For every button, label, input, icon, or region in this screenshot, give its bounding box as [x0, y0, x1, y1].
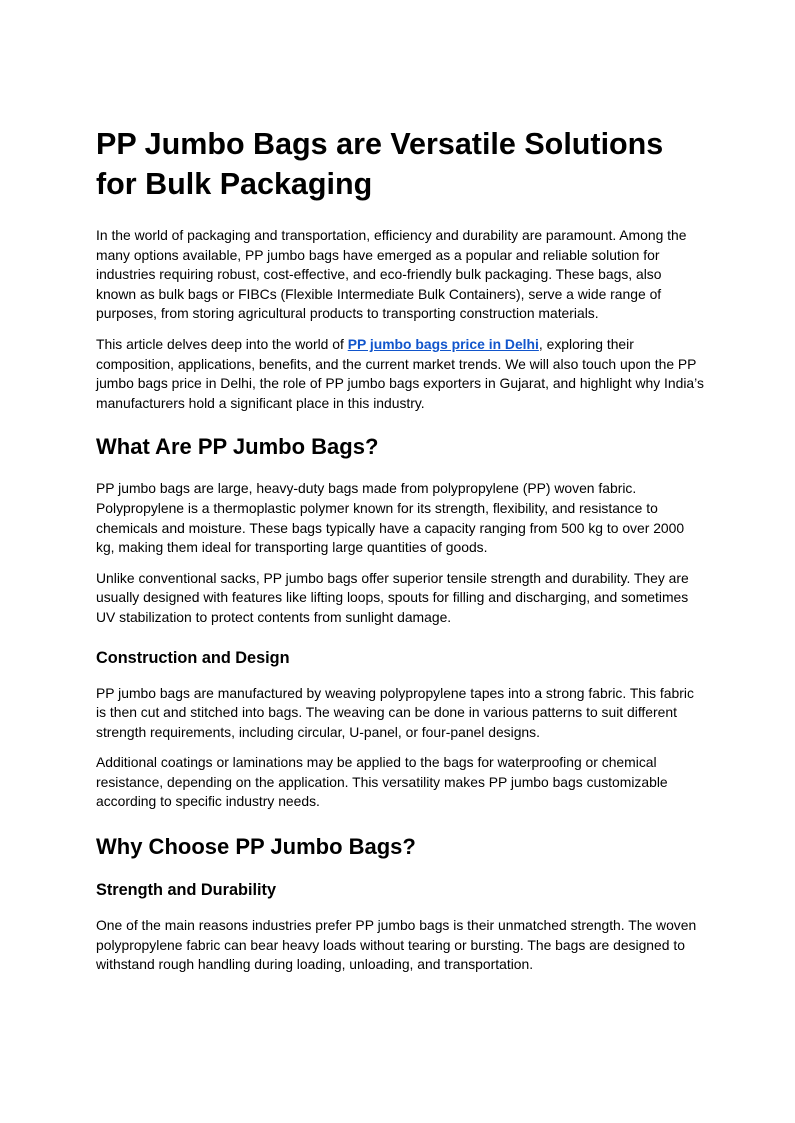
heading-strength-and-durability: Strength and Durability — [96, 881, 277, 900]
heading-why-choose-pp-jumbo-bags: Why Choose PP Jumbo Bags? — [96, 834, 416, 860]
construction-paragraph-1: PP jumbo bags are manufactured by weaving polypropylene tapes into a strong fabric. This fabric is then cut and stitched into bags. The weaving can be done in various patterns to suit different strength requirements, including circular, U-panel, or four-panel designs. — [96, 684, 694, 740]
document-page — [96, 124, 704, 986]
what-paragraph-2: Unlike conventional sacks, PP jumbo bags offer superior tensile strength and durability. They are usually designed with features like lifting loops, spouts for filling and discharging, and sometimes UV stabilization to protect contents from sunlight damage. — [96, 569, 689, 625]
article-overview-paragraph — [96, 335, 704, 413]
paragraph-text-before-link: This article delves deep into the world of — [96, 335, 348, 352]
intro-paragraph: In the world of packaging and transportation, efficiency and durability are paramount. Among the many options available, PP jumbo bags have emerged as a popular and reliable solution for industries requiring robust, cost-effective, and eco-friendly bulk packaging. These bags, also known as bulk bags or FIBCs (Flexible Intermediate Bulk Containers), serve a wide range of purposes, from storing agricultural products to transporting construction materials. — [96, 227, 687, 322]
what-paragraph-1: PP jumbo bags are large, heavy-duty bags made from polypropylene (PP) woven fabric. Polypropylene is a thermoplastic polymer known for its strength, flexibility, and resistance to chemicals and moisture. These bags typically have a capacity ranging from 500 kg to over 2000 kg, making them ideal for transporting large quantities of goods. — [96, 480, 685, 556]
document-title: PP Jumbo Bags are Versatile Solutions for Bulk Packaging — [96, 127, 664, 201]
heading-construction-and-design: Construction and Design — [96, 648, 290, 667]
construction-paragraph-2: Additional coatings or laminations may be applied to the bags for waterproofing or chemical resistance, depending on the application. This versatility makes PP jumbo bags customizable according to specific industry needs. — [96, 754, 668, 810]
paragraph-text-after-link: , exploring their composition, applications, benefits, and the current market trends. We will also touch upon the PP jumbo bags price in Delhi, the role of PP jumbo bags exporters in Gujarat, and highlight why India’s manufacturers hold a significant place in this industry. — [96, 335, 704, 411]
pp-jumbo-bags-price-delhi-link[interactable]: PP jumbo bags price in Delhi — [347, 335, 539, 352]
strength-paragraph-1: One of the main reasons industries prefer PP jumbo bags is their unmatched strength. The woven polypropylene fabric can bear heavy loads without tearing or bursting. The bags are designed to withstand rough handling during loading, unloading, and transportation. — [96, 917, 697, 973]
heading-what-are-pp-jumbo-bags: What Are PP Jumbo Bags? — [96, 434, 379, 460]
